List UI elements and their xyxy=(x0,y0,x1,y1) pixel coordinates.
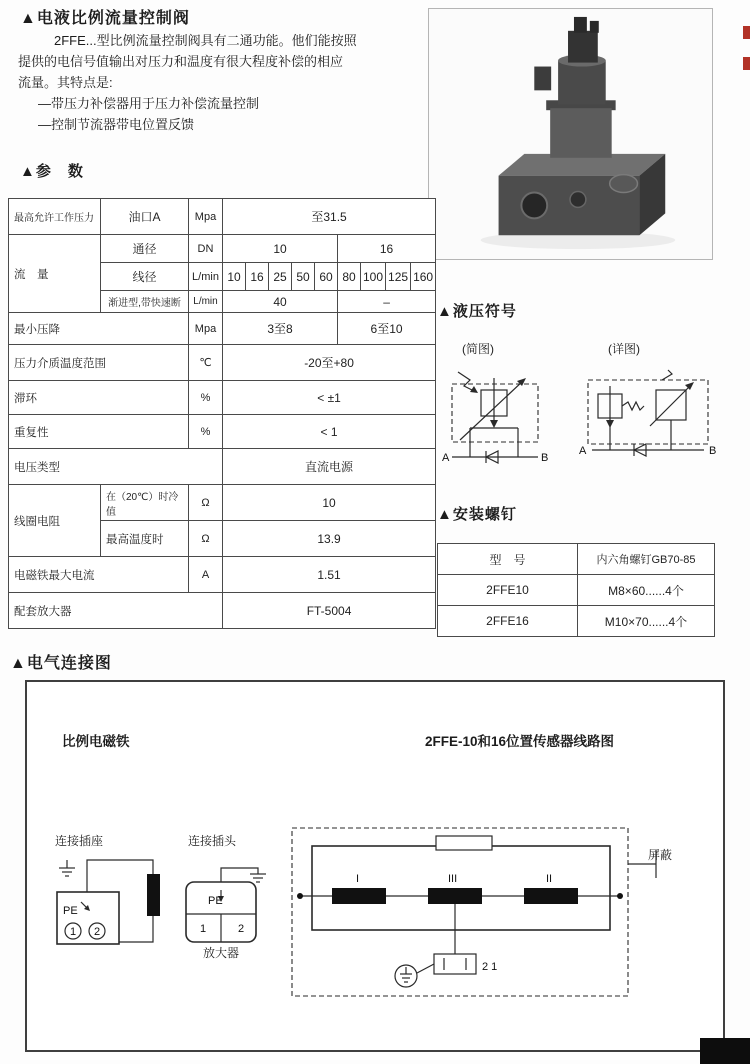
screws-heading: ▲安装螺钉 xyxy=(437,506,517,523)
sensor-circuit-title: 2FFE-10和16位置传感器线路图 xyxy=(425,734,615,749)
param-sublabel-cold: 在（20℃）时冷值 xyxy=(101,485,189,521)
parameters-table xyxy=(8,198,436,629)
socket-pin1-label: 1 xyxy=(70,926,77,938)
param-value: < 1 xyxy=(223,415,436,449)
param-value: 60 xyxy=(315,263,338,291)
param-value: 1.51 xyxy=(223,557,436,593)
param-sublabel-progressive: 渐进型,带快速断 xyxy=(101,291,189,313)
plug-pe-label: PE xyxy=(208,895,223,907)
terminal-label: 2 1 xyxy=(482,961,498,973)
param-label-voltage: 电压类型 xyxy=(9,449,223,485)
valve-symbol-lines xyxy=(452,372,538,463)
port-a-label: A xyxy=(579,445,587,457)
param-value: 125 xyxy=(386,263,411,291)
page-title: ▲电液比例流量控制阀 xyxy=(20,10,190,27)
param-sublabel-dn: 通径 xyxy=(101,235,189,263)
intro-line: 2FFE...型比例流量控制阀具有二通功能。他们能按照 xyxy=(54,33,357,48)
param-value: < ±1 xyxy=(223,381,436,415)
plug-diagram xyxy=(180,856,280,951)
detail-diagram-label: (详图) xyxy=(608,342,640,356)
socket-pin2-label: 2 xyxy=(94,926,101,938)
param-unit: Mpa xyxy=(189,199,223,235)
param-value: 16 xyxy=(246,263,269,291)
param-label-repeatability: 重复性 xyxy=(9,415,189,449)
param-unit: DN xyxy=(189,235,223,263)
param-value: FT-5004 xyxy=(223,593,436,629)
param-value: 80 xyxy=(338,263,361,291)
param-value: 10 xyxy=(223,235,338,263)
socket-pe-label: PE xyxy=(63,905,78,917)
feature-bullet: —控制节流器带电位置反馈 xyxy=(38,117,195,132)
screws-header-model: 型 号 xyxy=(438,544,578,575)
screws-model-cell: 2FFE16 xyxy=(438,606,578,637)
param-unit: L/min xyxy=(189,263,223,291)
screws-spec-cell: M10×70......4个 xyxy=(578,606,715,637)
param-unit: % xyxy=(189,381,223,415)
param-label-temp-range: 压力介质温度范围 xyxy=(9,345,189,381)
param-sublabel-port: 油口A xyxy=(101,199,189,235)
param-label-amplifier: 配套放大器 xyxy=(9,593,223,629)
param-value: 直流电源 xyxy=(223,449,436,485)
param-value: -20至+80 xyxy=(223,345,436,381)
coil-ii-label: II xyxy=(546,873,553,885)
param-value: 10 xyxy=(223,263,246,291)
valve-illustration xyxy=(429,9,712,259)
valve-body-shapes xyxy=(481,17,675,249)
feature-bullet: —带压力补偿器用于压力补偿流量控制 xyxy=(38,96,260,111)
screws-table xyxy=(437,543,715,637)
hydraulic-heading: ▲液压符号 xyxy=(437,303,517,320)
socket-diagram xyxy=(35,852,175,972)
param-value: 25 xyxy=(269,263,292,291)
param-value: 6至10 xyxy=(338,313,436,345)
param-unit: Mpa xyxy=(189,313,223,345)
param-unit: A xyxy=(189,557,223,593)
param-value: 至31.5 xyxy=(223,199,436,235)
param-value: – xyxy=(338,291,436,313)
param-unit: ℃ xyxy=(189,345,223,381)
plug-wires xyxy=(186,868,266,942)
param-unit: Ω xyxy=(189,521,223,557)
param-label-flow: 流 量 xyxy=(9,235,101,313)
coil-iii-label: III xyxy=(448,873,458,885)
param-unit: % xyxy=(189,415,223,449)
product-photo xyxy=(428,8,713,260)
amplifier-label: 放大器 xyxy=(203,946,240,960)
electrical-heading: ▲电气连接图 xyxy=(10,655,112,672)
intro-line: 流量。其特点是: xyxy=(18,75,113,90)
hydraulic-symbol-simple xyxy=(440,362,550,482)
param-value: 10 xyxy=(223,485,436,521)
param-label-max-current: 电磁铁最大电流 xyxy=(9,557,189,593)
plug-pin1-label: 1 xyxy=(200,923,207,935)
screws-spec-cell: M8×60......4个 xyxy=(578,575,715,606)
sensor-circuit-diagram xyxy=(288,824,700,1009)
hydraulic-symbol-detailed xyxy=(578,362,718,482)
port-b-label: B xyxy=(541,452,549,464)
params-heading: ▲参 数 xyxy=(20,163,84,180)
param-unit: Ω xyxy=(189,485,223,521)
screws-model-cell: 2FFE10 xyxy=(438,575,578,606)
param-value: 3至8 xyxy=(223,313,338,345)
param-value: 13.9 xyxy=(223,521,436,557)
valve-symbol-lines xyxy=(588,370,708,456)
param-label-coil-resistance: 线圈电阻 xyxy=(9,485,101,557)
param-value: 40 xyxy=(223,291,338,313)
param-sublabel-size: 线径 xyxy=(101,263,189,291)
param-value: 50 xyxy=(292,263,315,291)
intro-paragraph xyxy=(18,30,423,135)
intro-line: 提供的电信号值输出对压力和温度有很大程度补偿的相应 xyxy=(18,54,344,69)
param-label-hysteresis: 滞环 xyxy=(9,381,189,415)
coil-i-label: I xyxy=(356,873,360,885)
shield-label: 屏蔽 xyxy=(648,848,673,862)
solenoid-title: 比例电磁铁 xyxy=(62,734,130,749)
red-registration-mark xyxy=(743,26,750,39)
param-unit: L/min xyxy=(189,291,223,313)
plug-pin2-label: 2 xyxy=(238,923,245,935)
socket-label: 连接插座 xyxy=(55,834,104,848)
port-a-label: A xyxy=(442,452,450,464)
sensor-wires xyxy=(292,828,656,996)
param-value: 160 xyxy=(411,263,436,291)
param-sublabel-hot: 最高温度时 xyxy=(101,521,189,557)
param-value: 100 xyxy=(361,263,386,291)
red-registration-mark xyxy=(743,57,750,70)
param-value: 16 xyxy=(338,235,436,263)
param-label-min-drop: 最小压降 xyxy=(9,313,189,345)
plug-label: 连接插头 xyxy=(188,834,237,848)
param-label-max-pressure: 最高允许工作压力 xyxy=(9,199,101,235)
simple-diagram-label: (简图) xyxy=(462,342,494,356)
screws-header-screw: 内六角螺钉GB70-85 xyxy=(578,544,715,575)
port-b-label: B xyxy=(709,445,717,457)
page-corner-block xyxy=(700,1038,750,1064)
